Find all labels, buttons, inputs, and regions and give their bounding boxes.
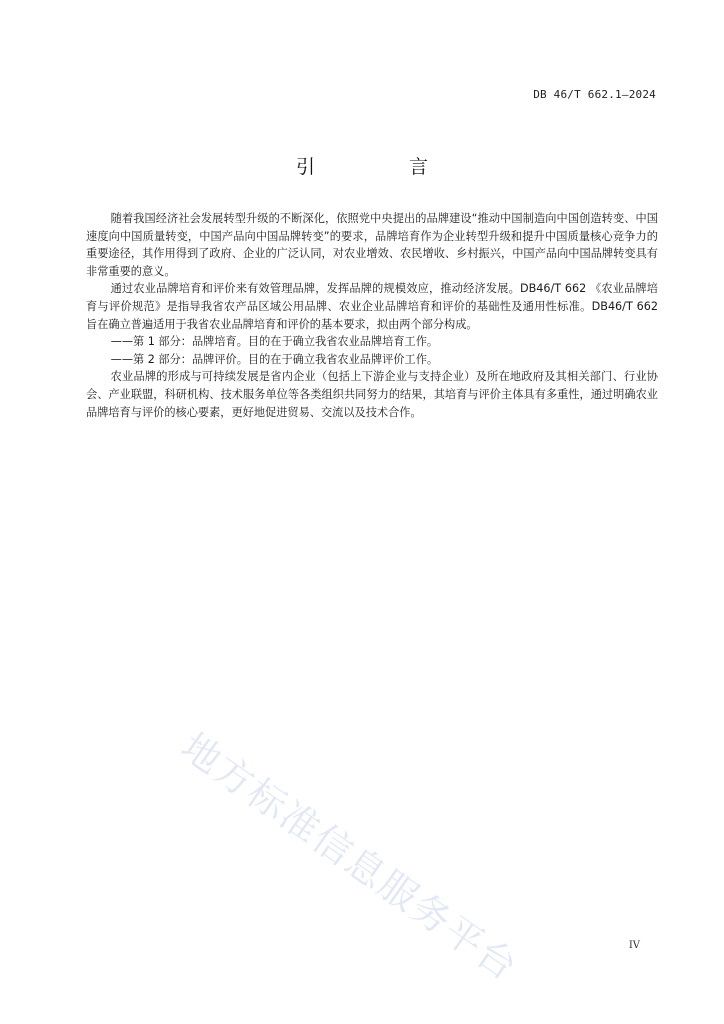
paragraph-part-1: ——第 1 部分：品牌培育。目的在于确立我省农业品牌培育工作。 [110, 335, 439, 349]
introduction-body [86, 210, 658, 421]
paragraph-purpose: 通过农业品牌培育和评价来有效管理品牌，发挥品牌的规模效应，推动经济发展。DB46/T 662 《农业品牌培育与评价规范》是指导我省农产品区域公用品牌、农业企业品牌培育和评价的基础性及通用性标准。DB46/T 662 旨在确立普遍适用于我省农业品牌培育和评价的基本要求，拟由两个部分构成。 [86, 282, 658, 331]
paragraph-significance: 农业品牌的形成与可持续发展是省内企业（包括上下游企业与支持企业）及所在地政府及其相关部门、行业协会、产业联盟，科研机构、技术服务单位等各类组织共同努力的结果，其培育与评价主体具有多重性，通过明确农业品牌培育与评价的核心要素，更好地促进贸易、交流以及技术合作。 [86, 370, 658, 419]
page-number: IV [628, 940, 640, 951]
document-code: DB 46/T 662.1—2024 [533, 88, 656, 101]
page-title: 引 言 [295, 156, 473, 178]
paragraph-part-2: ——第 2 部分：品牌评价。目的在于确立我省农业品牌评价工作。 [110, 352, 439, 366]
paragraph-background: 随着我国经济社会发展转型升级的不断深化，依照党中央提出的品牌建设“推动中国制造向中国创造转变、中国速度向中国质量转变，中国产品向中国品牌转变”的要求，品牌培育作为企业转型升级和提升中国质量核心竞争力的重要途径，其作用得到了政府、企业的广泛认同，对农业增效、农民增收、乡村振兴，中国产品向中国品牌转变具有非常重要的意义。 [86, 212, 658, 278]
watermark: 地方标准信息服务平台 [173, 724, 527, 990]
